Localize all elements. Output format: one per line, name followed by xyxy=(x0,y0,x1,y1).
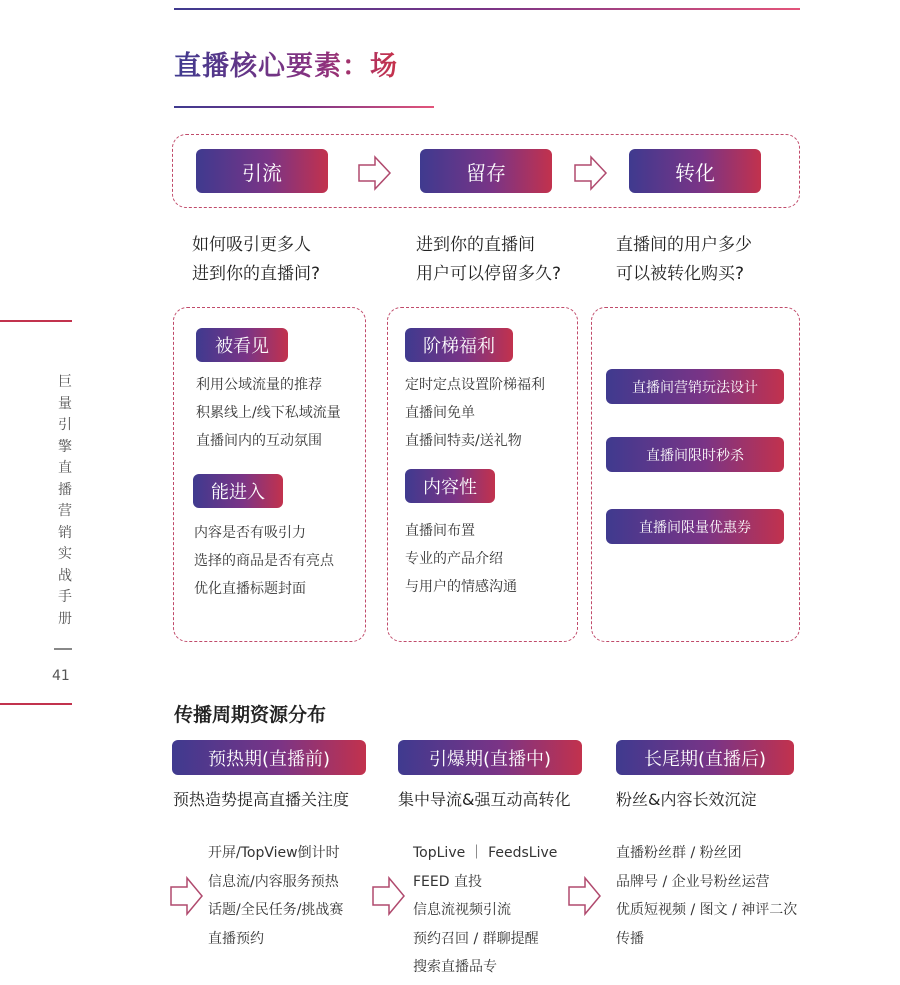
list-item: TopLive ｜ FeedsLive xyxy=(413,845,558,861)
list-item: 直播粉丝群 / 粉丝团 xyxy=(616,845,742,861)
list-item: FEED 直投 xyxy=(413,873,482,890)
phase-burst: 引爆期(直播中) xyxy=(398,740,582,775)
list-item: 选择的商品是否有亮点 xyxy=(194,553,334,569)
tiered-benefits-list xyxy=(405,371,545,455)
conversion-box xyxy=(591,307,800,642)
arrow-right-icon xyxy=(568,876,602,916)
title-underline xyxy=(174,106,434,108)
list-item: 定时定点设置阶梯福利 xyxy=(405,377,545,393)
phase-burst-list xyxy=(413,839,557,982)
tag-be-seen: 被看见 xyxy=(196,328,288,362)
list-item: 预约召回 / 群聊提醒 xyxy=(413,930,539,947)
list-item: 信息流视频引流 xyxy=(413,902,511,918)
list-item: 优化直播标题封面 xyxy=(194,581,306,597)
arrow-right-icon xyxy=(358,155,392,191)
arrow-right-icon xyxy=(574,155,608,191)
content-list xyxy=(405,517,517,601)
list-item: 与用户的情感沟通 xyxy=(405,579,517,595)
phase-longtail-list xyxy=(616,839,797,953)
side-bottom-rule xyxy=(0,703,72,705)
list-item: 话题/全民任务/挑战赛 xyxy=(208,902,344,918)
list-item: 品牌号 / 企业号粉丝运营 xyxy=(616,873,770,890)
be-seen-list xyxy=(196,371,341,455)
list-item: 利用公域流量的推荐 xyxy=(196,377,322,393)
list-item: 开屏/TopView倒计时 xyxy=(208,845,340,861)
phase-burst-subtitle: 集中导流&强互动高转化 xyxy=(398,790,571,809)
list-item: 优质短视频 / 图文 / 神评二次 xyxy=(616,902,798,918)
page-number: 41 xyxy=(52,668,70,684)
page-title: 直播核心要素：场 xyxy=(174,44,398,83)
step-retention-button: 留存 xyxy=(420,149,552,193)
list-item: 积累线上/线下私域流量 xyxy=(196,405,341,421)
tag-tiered-benefits: 阶梯福利 xyxy=(405,328,513,362)
side-mid-rule xyxy=(54,648,72,650)
list-item: 专业的产品介绍 xyxy=(405,551,503,567)
cycle-heading: 传播周期资源分布 xyxy=(174,704,327,726)
question-1: 如何吸引更多人 进到你的直播间? xyxy=(192,235,321,284)
list-item: 直播间内的互动氛围 xyxy=(196,433,322,449)
list-item: 直播预约 xyxy=(208,930,264,947)
tag-can-enter: 能进入 xyxy=(193,474,283,508)
arrow-right-icon xyxy=(372,876,406,916)
phase-warmup-subtitle: 预热造势提高直播关注度 xyxy=(173,790,350,809)
side-top-rule xyxy=(0,320,72,322)
question-3: 直播间的用户多少 可以被转化购买? xyxy=(616,235,752,284)
step-traffic-button: 引流 xyxy=(196,149,328,193)
side-label: 巨 量 引 擎 直 播 营 销 实 战 手 册 xyxy=(58,374,72,627)
list-item: 搜索直播品专 xyxy=(413,959,497,975)
list-item: 信息流/内容服务预热 xyxy=(208,873,339,890)
arrow-right-icon xyxy=(170,876,204,916)
question-2: 进到你的直播间 用户可以停留多久? xyxy=(416,235,562,284)
tag-content: 内容性 xyxy=(405,469,495,503)
marketing-design-button: 直播间营销玩法设计 xyxy=(606,369,784,404)
list-item: 直播间特卖/送礼物 xyxy=(405,433,522,449)
phase-warmup: 预热期(直播前) xyxy=(172,740,366,775)
coupon-button: 直播间限量优惠券 xyxy=(606,509,784,544)
phase-longtail: 长尾期(直播后) xyxy=(616,740,794,775)
list-item: 直播间免单 xyxy=(405,405,475,421)
step-conversion-button: 转化 xyxy=(629,149,761,193)
list-item: 内容是否有吸引力 xyxy=(194,525,306,541)
top-divider xyxy=(174,8,800,10)
can-enter-list xyxy=(194,519,334,603)
flash-sale-button: 直播间限时秒杀 xyxy=(606,437,784,472)
phase-longtail-subtitle: 粉丝&内容长效沉淀 xyxy=(616,790,757,809)
list-item: 传播 xyxy=(616,930,644,947)
phase-warmup-list xyxy=(208,839,343,953)
list-item: 直播间布置 xyxy=(405,523,475,539)
